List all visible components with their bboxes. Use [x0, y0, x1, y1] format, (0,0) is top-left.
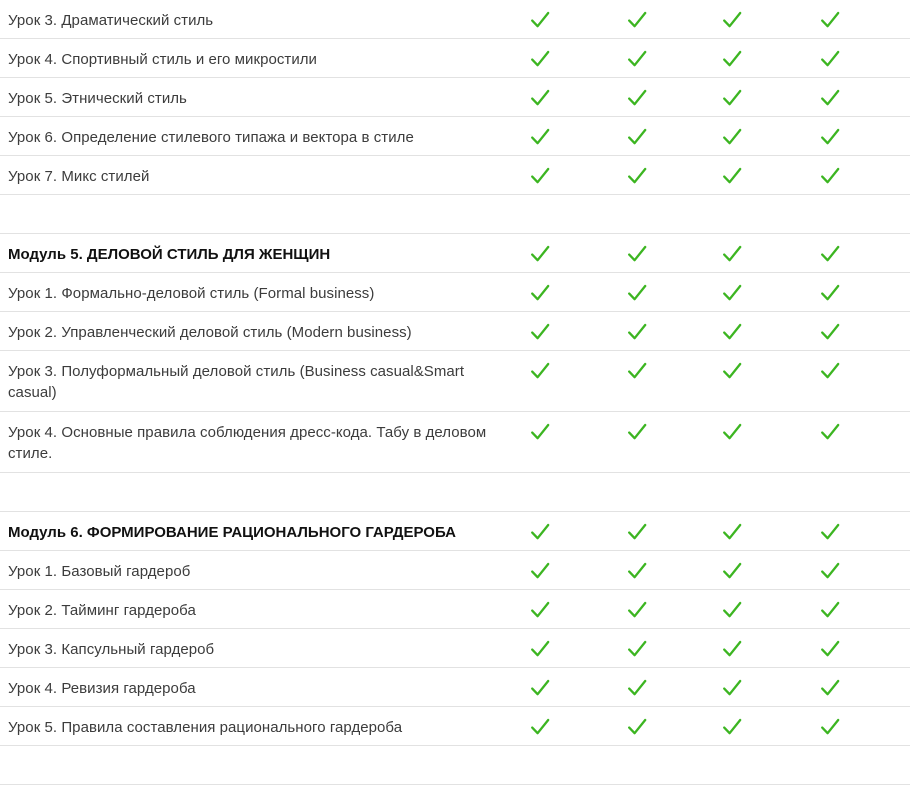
checkmark-icon	[722, 522, 742, 542]
checkmark-icon	[530, 600, 550, 620]
checkmark-icon	[627, 127, 647, 147]
checkmark-icon	[627, 244, 647, 264]
lesson-row	[0, 0, 910, 39]
lesson-title: Урок 5. Правила составления рационального гардероба	[8, 719, 403, 736]
lesson-title: Урок 1. Формально-деловой стиль (Formal business)	[8, 285, 375, 302]
checkmark-icon	[530, 639, 550, 659]
checkmark-icon	[627, 361, 647, 381]
checkmark-icon	[627, 422, 647, 442]
lesson-row	[0, 668, 910, 707]
checkmark-icon	[820, 717, 840, 737]
checkmark-icon	[820, 127, 840, 147]
checkmark-icon	[627, 522, 647, 542]
checkmark-icon	[722, 244, 742, 264]
section-spacer	[0, 473, 910, 512]
module-title: Модуль 6. ФОРМИРОВАНИЕ РАЦИОНАЛЬНОГО ГАРДЕРОБА	[8, 524, 457, 541]
checkmark-icon	[627, 10, 647, 30]
checkmark-icon	[627, 561, 647, 581]
checkmark-icon	[530, 717, 550, 737]
lesson-title: Урок 4. Основные правила соблюдения дресс-кода. Табу в деловом стиле.	[8, 424, 487, 462]
lesson-row	[0, 117, 910, 156]
lesson-title: Урок 3. Капсульный гардероб	[8, 641, 215, 658]
checkmark-icon	[820, 600, 840, 620]
checkmark-icon	[722, 639, 742, 659]
checkmark-icon	[530, 322, 550, 342]
checkmark-icon	[722, 678, 742, 698]
lesson-row	[0, 707, 910, 746]
checkmark-icon	[722, 361, 742, 381]
checkmark-icon	[820, 322, 840, 342]
checkmark-icon	[820, 49, 840, 69]
checkmark-icon	[722, 561, 742, 581]
checkmark-icon	[722, 322, 742, 342]
checkmark-icon	[722, 717, 742, 737]
checkmark-icon	[722, 422, 742, 442]
checkmark-icon	[820, 166, 840, 186]
lesson-title: Урок 3. Драматический стиль	[8, 12, 214, 29]
checkmark-icon	[530, 166, 550, 186]
checkmark-icon	[530, 678, 550, 698]
checkmark-icon	[530, 561, 550, 581]
lesson-title: Урок 3. Полуформальный деловой стиль (Business casual&Smart casual)	[8, 363, 465, 401]
checkmark-icon	[530, 244, 550, 264]
checkmark-icon	[627, 322, 647, 342]
lesson-row	[0, 351, 910, 412]
checkmark-icon	[820, 283, 840, 303]
module-title: Модуль 5. ДЕЛОВОЙ СТИЛЬ ДЛЯ ЖЕНЩИН	[8, 246, 331, 263]
lesson-row	[0, 156, 910, 195]
checkmark-icon	[627, 717, 647, 737]
lesson-title: Урок 2. Управленческий деловой стиль (Modern business)	[8, 324, 412, 341]
lesson-row	[0, 312, 910, 351]
checkmark-icon	[722, 283, 742, 303]
section-spacer	[0, 746, 910, 785]
checkmark-icon	[820, 361, 840, 381]
lesson-row	[0, 78, 910, 117]
lesson-row	[0, 412, 910, 473]
checkmark-icon	[530, 127, 550, 147]
checkmark-icon	[627, 639, 647, 659]
checkmark-icon	[722, 600, 742, 620]
lesson-title: Урок 4. Ревизия гардероба	[8, 680, 196, 697]
lesson-title: Урок 4. Спортивный стиль и его микростили	[8, 51, 317, 68]
checkmark-icon	[530, 49, 550, 69]
lesson-row	[0, 39, 910, 78]
checkmark-icon	[722, 10, 742, 30]
checkmark-icon	[530, 422, 550, 442]
lesson-row	[0, 273, 910, 312]
lesson-title: Урок 7. Микс стилей	[8, 168, 150, 185]
checkmark-icon	[820, 639, 840, 659]
checkmark-icon	[530, 10, 550, 30]
checkmark-icon	[530, 283, 550, 303]
lesson-title: Урок 5. Этнический стиль	[8, 90, 187, 107]
checkmark-icon	[627, 678, 647, 698]
checkmark-icon	[820, 522, 840, 542]
lesson-row	[0, 590, 910, 629]
checkmark-icon	[820, 244, 840, 264]
checkmark-icon	[530, 361, 550, 381]
checkmark-icon	[820, 88, 840, 108]
checkmark-icon	[627, 600, 647, 620]
lesson-title: Урок 2. Тайминг гардероба	[8, 602, 196, 619]
checkmark-icon	[722, 127, 742, 147]
checkmark-icon	[627, 88, 647, 108]
checkmark-icon	[722, 166, 742, 186]
checkmark-icon	[820, 678, 840, 698]
module-row	[0, 234, 910, 273]
checkmark-icon	[722, 49, 742, 69]
checkmark-icon	[820, 561, 840, 581]
checkmark-icon	[820, 422, 840, 442]
checkmark-icon	[627, 49, 647, 69]
section-spacer	[0, 195, 910, 234]
checkmark-icon	[627, 283, 647, 303]
checkmark-icon	[530, 522, 550, 542]
checkmark-icon	[627, 166, 647, 186]
checkmark-icon	[722, 88, 742, 108]
lesson-row	[0, 551, 910, 590]
lesson-row	[0, 629, 910, 668]
checkmark-icon	[530, 88, 550, 108]
lesson-title: Урок 6. Определение стилевого типажа и вектора в стиле	[8, 129, 414, 146]
lesson-title: Урок 1. Базовый гардероб	[8, 563, 191, 580]
checkmark-icon	[820, 10, 840, 30]
module-row	[0, 512, 910, 551]
